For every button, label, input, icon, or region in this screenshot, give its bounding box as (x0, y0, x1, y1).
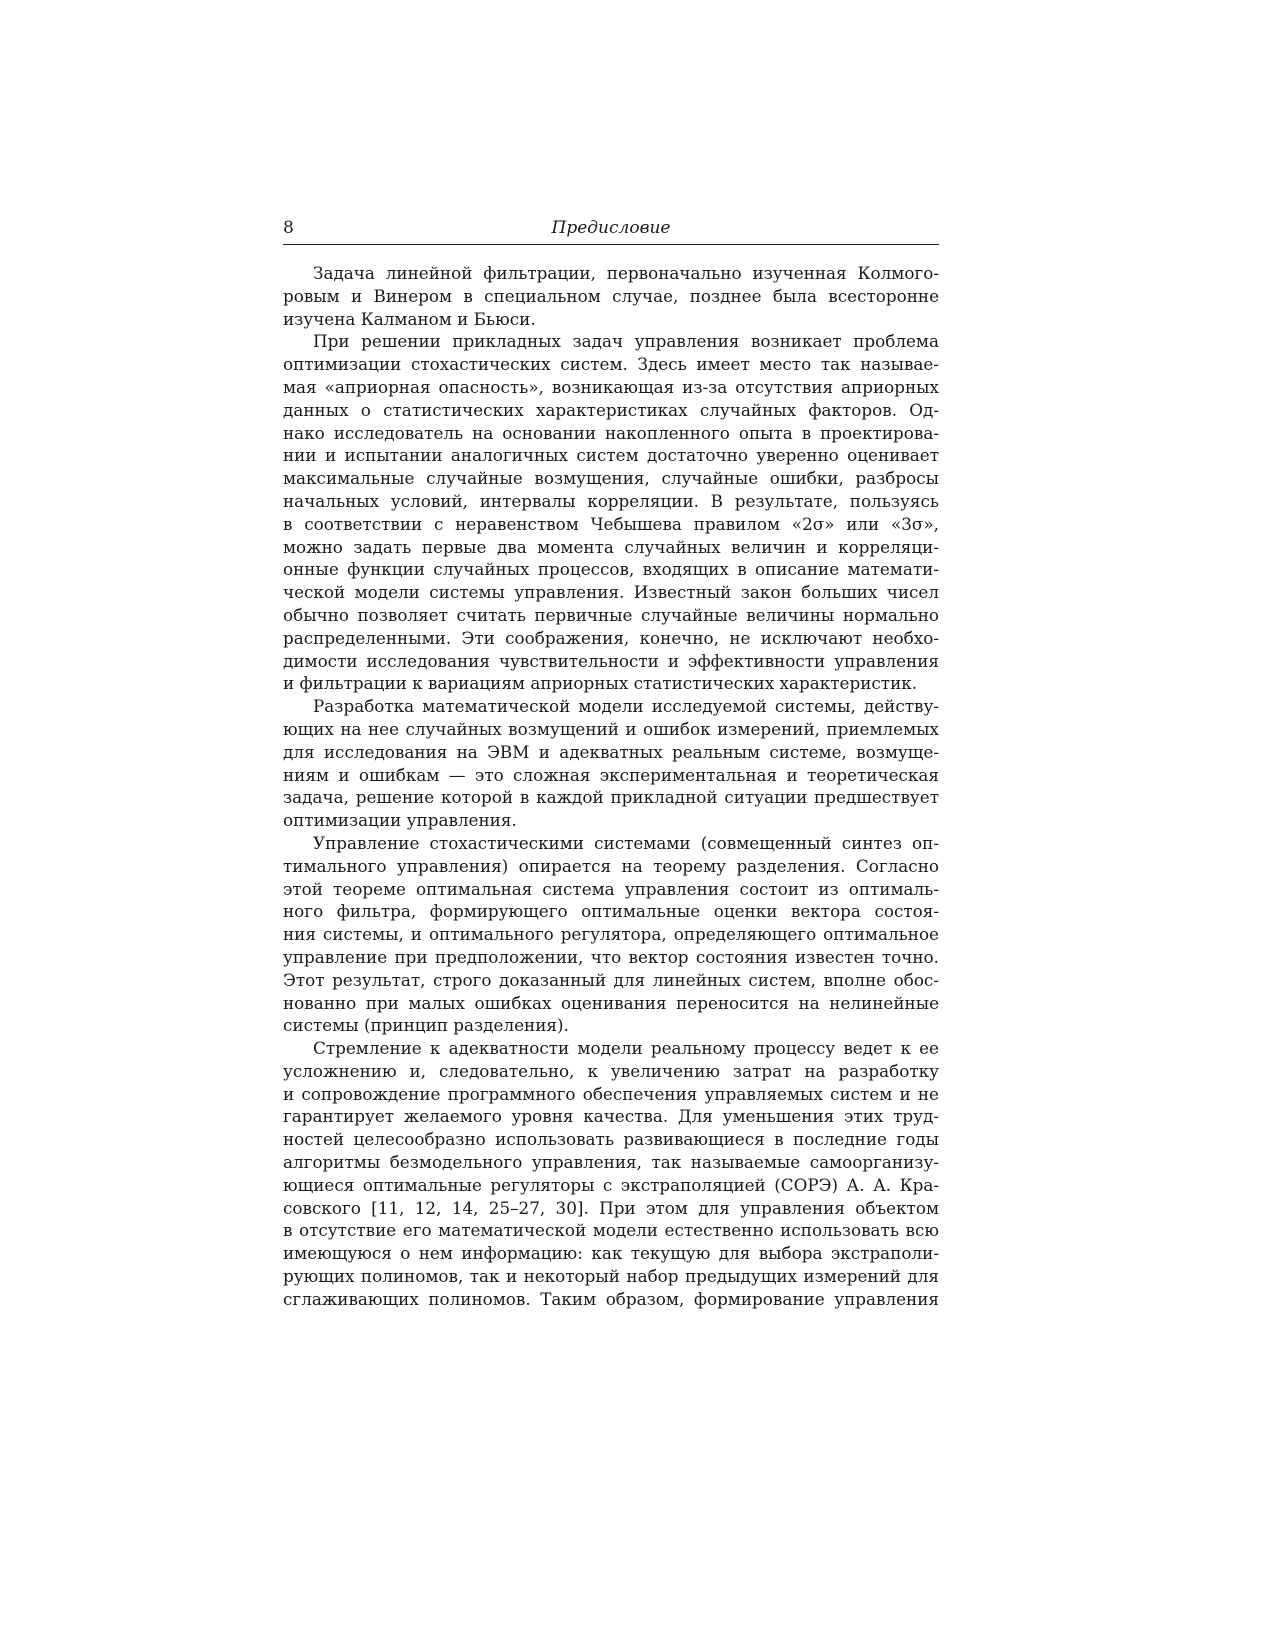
text-line: максимальные случайные возмущения, случайные ошибки, разбросы (283, 468, 939, 489)
paragraph (283, 262, 939, 330)
text-line: в соответствии с неравенством Чебышева правилом «2σ» или «3σ», (283, 513, 939, 534)
page-number: 8 (283, 218, 294, 238)
text-line: ческой модели системы управления. Известный закон больших чисел (283, 582, 939, 603)
text-line: онные функции случайных процессов, входящих в описание математи- (283, 559, 939, 580)
text-line: Задача линейной фильтрации, первоначально изученная Колмого- (313, 263, 939, 283)
text-line: Разработка математической модели исследуемой системы, действу- (313, 696, 939, 717)
text-line: распределенными. Эти соображения, конечно, не исключают необхо- (283, 627, 939, 648)
text-line: мая «априорная опасность», возникающая из-за отсутствия априорных (283, 376, 939, 397)
paragraph (283, 695, 939, 832)
text-line: нии и испытании аналогичных систем достаточно уверенно оценивает (283, 445, 939, 466)
text-line: в отсутствие его математической модели естественно использовать всю (283, 1220, 939, 1241)
text-line: ровым и Винером в специальном случае, позднее была всесторонне (283, 285, 939, 306)
text-line: ющих на нее случайных возмущений и ошибок измерений, приемлемых (283, 718, 939, 739)
text-line: рующих полиномов, так и некоторый набор предыдущих измерений для (283, 1266, 939, 1287)
text-line: Этот результат, строго доказанный для линейных систем, вполне обос- (283, 969, 939, 990)
text-line: обычно позволяет считать первичные случайные величины нормально (283, 604, 939, 625)
running-header (283, 216, 939, 245)
text-line: ностей целесообразно использовать развивающиеся в последние годы (283, 1129, 939, 1150)
text-line: тимального управления) опирается на теорему разделения. Согласно (283, 855, 939, 876)
text-line: ного фильтра, формирующего оптимальные оценки вектора состоя- (283, 901, 939, 922)
text-line: гарантирует желаемого уровня качества. Для уменьшения этих труд- (283, 1106, 939, 1127)
text-line: задача, решение которой в каждой прикладной ситуации предшествует (283, 787, 939, 808)
text-line: оптимизации управления. (283, 810, 517, 831)
text-line: При решении прикладных задач управления возникает проблема (313, 331, 939, 352)
text-line: начальных условий, интервалы корреляции. В результате, пользуясь (283, 490, 939, 511)
text-line: алгоритмы безмодельного управления, так называемые самоорганизу- (283, 1152, 939, 1173)
text-line: Стремление к адекватности модели реальному процессу ведет к ее (313, 1038, 939, 1059)
text-line: для исследования на ЭВМ и адекватных реальным системе, возмуще- (283, 741, 939, 762)
text-line: сглаживающих полиномов. Таким образом, формирование управления (283, 1288, 939, 1309)
paragraph (283, 1037, 939, 1311)
paragraph (283, 832, 939, 1037)
text-line: системы (принцип разделения). (283, 1015, 569, 1036)
text-line: и сопровождение программного обеспечения управляемых систем и не (283, 1083, 939, 1104)
text-line: Управление стохастическими системами (совмещенный синтез оп- (313, 832, 939, 853)
text-line: оптимизации стохастических систем. Здесь имеет место так называе- (283, 354, 939, 375)
text-line: нако исследователь на основании накопленного опыта в проектирова- (283, 422, 939, 443)
text-line: ниям и ошибкам — это сложная экспериментальная и теоретическая (283, 764, 939, 785)
running-title: Предисловие (551, 218, 671, 238)
text-line: изучена Калманом и Бьюси. (283, 308, 536, 329)
text-line: можно задать первые два момента случайных величин и корреляци- (283, 536, 939, 557)
text-line: этой теореме оптимальная система управления состоит из оптималь- (283, 878, 939, 899)
text-line: управление при предположении, что вектор состояния известен точно. (283, 946, 939, 967)
text-line: усложнению и, следовательно, к увеличению затрат на разработку (283, 1060, 939, 1081)
text-line: нованно при малых ошибках оценивания переносится на нелинейные (283, 992, 939, 1013)
text-line: совского [11, 12, 14, 25–27, 30]. При этом для управления объектом (283, 1197, 939, 1218)
text-line: ющиеся оптимальные регуляторы с экстраполяцией (СОРЭ) А. А. Кра- (283, 1174, 939, 1195)
body-text (283, 262, 939, 1311)
text-line: ния системы, и оптимального регулятора, определяющего оптимальное (283, 924, 939, 945)
paragraph (283, 330, 939, 695)
text-line: и фильтрации к вариациям априорных статистических характеристик. (283, 673, 918, 694)
text-line: димости исследования чувствительности и эффективности управления (283, 650, 939, 671)
text-line: имеющуюся о нем информацию: как текущую для выбора экстраполи- (283, 1243, 939, 1264)
text-line: данных о статистических характеристиках случайных факторов. Од- (283, 399, 939, 420)
